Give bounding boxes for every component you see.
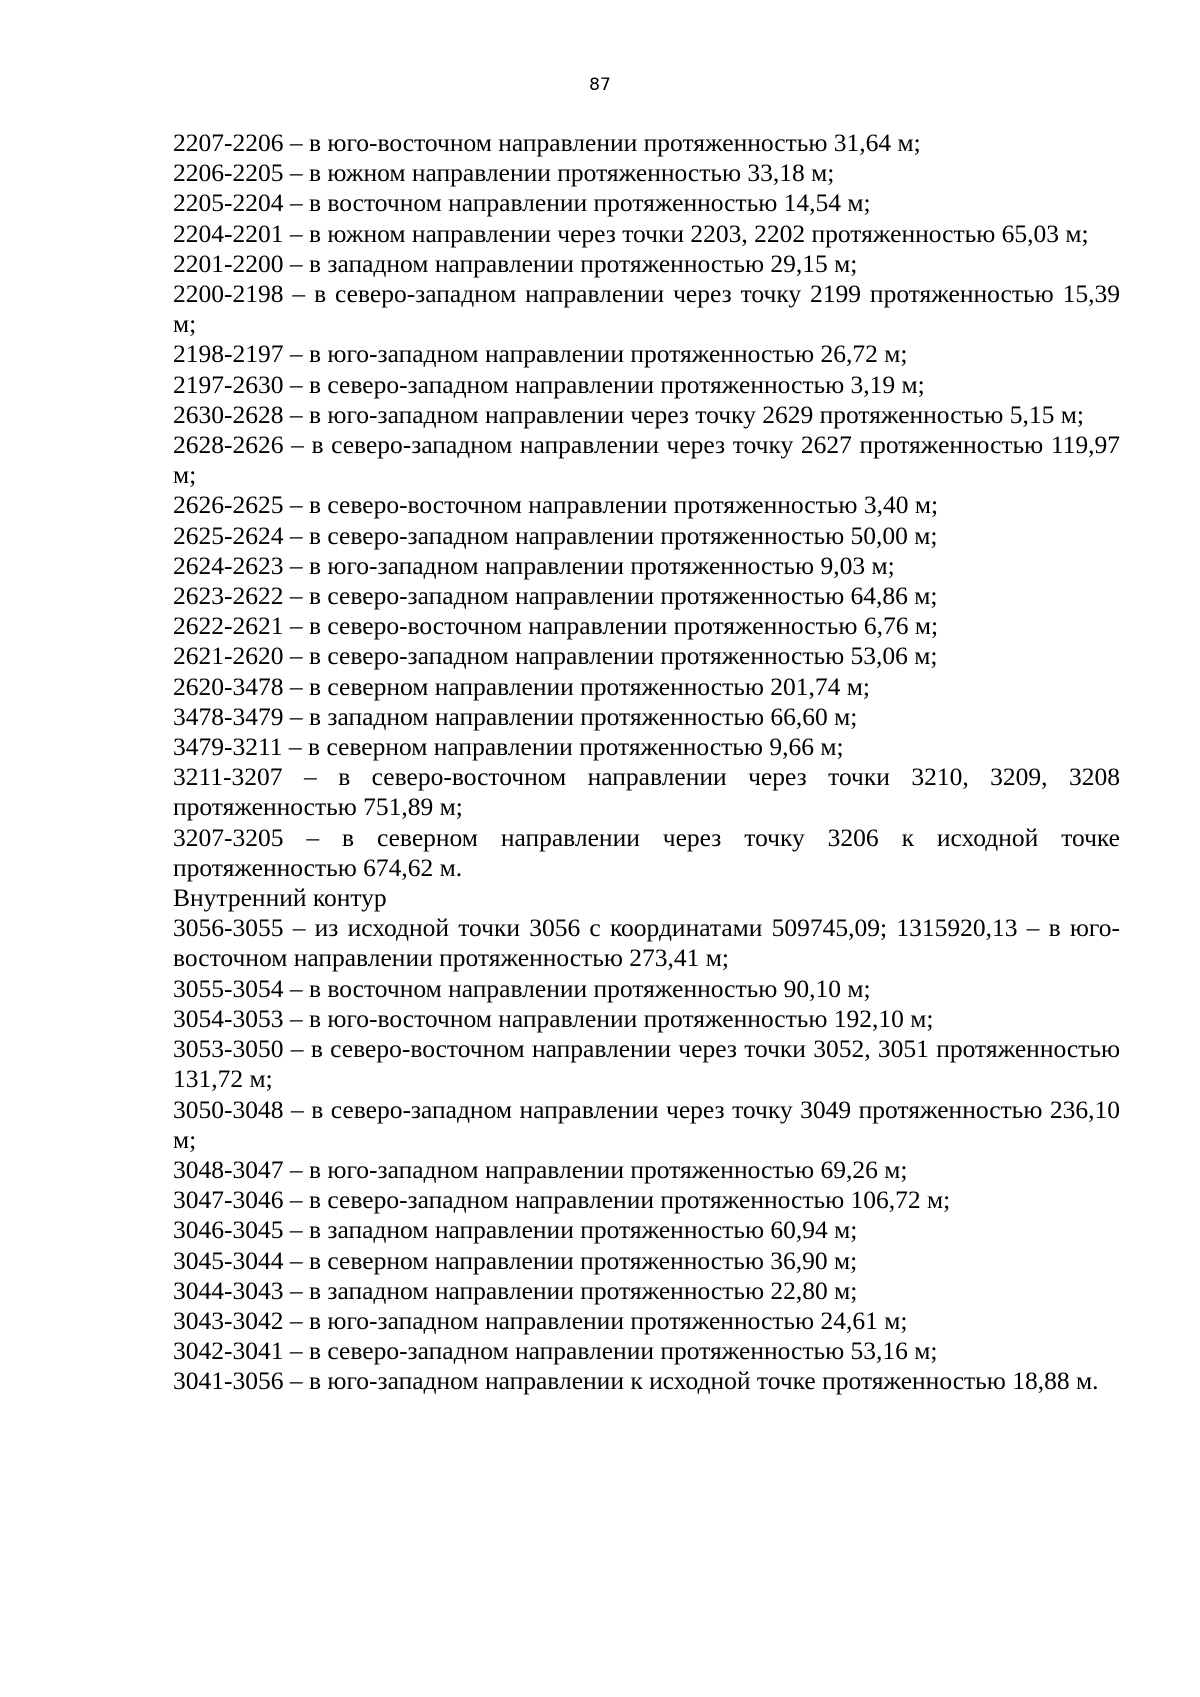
segment-line: 2197-2630 – в северо-западном направлении протяженностью 3,19 м; — [173, 369, 925, 399]
segment-line: 3055-3054 – в восточном направлении протяженностью 90,10 м; — [173, 973, 871, 1003]
segment-line: 2628-2626 – в северо-западном направлении через точку 2627 протяженностью 119,97 м; — [173, 430, 1120, 490]
segment-line: 2622-2621 – в северо-восточном направлении протяженностью 6,76 м; — [173, 611, 939, 641]
segment-line: 3042-3041 – в северо-западном направлении протяженностью 53,16 м; — [173, 1336, 938, 1366]
segment-line: 3053-3050 – в северо-восточном направлении через точки 3052, 3051 протяженностью 131,72 м; — [173, 1034, 1120, 1094]
segment-line: 3046-3045 – в западном направлении протяженностью 60,94 м; — [173, 1215, 858, 1245]
segment-line: 3479-3211 – в северном направлении протяженностью 9,66 м; — [173, 732, 844, 762]
segment-line: 2207-2206 – в юго-восточном направлении протяженностью 31,64 м; — [173, 128, 921, 157]
segment-line: 2620-3478 – в северном направлении протяженностью 201,74 м; — [173, 671, 871, 701]
document-body — [173, 128, 1120, 1397]
segment-line: 2198-2197 – в юго-западном направлении протяженностью 26,72 м; — [173, 339, 908, 369]
segment-line: 2623-2622 – в северо-западном направлении протяженностью 64,86 м; — [173, 581, 938, 611]
inner-contour-heading: Внутренний контур — [173, 883, 387, 913]
segment-line: 3211-3207 – в северо-восточном направлении через точки 3210, 3209, 3208 протяженностью 751,89 м; — [173, 762, 1120, 822]
segment-line: 2200-2198 – в северо-западном направлении через точку 2199 протяженностью 15,39 м; — [173, 279, 1120, 339]
segment-line: 2625-2624 – в северо-западном направлении протяженностью 50,00 м; — [173, 520, 938, 550]
segment-line: 3050-3048 – в северо-западном направлении через точку 3049 протяженностью 236,10 м; — [173, 1094, 1120, 1154]
segment-line: 2630-2628 – в юго-западном направлении через точку 2629 протяженностью 5,15 м; — [173, 399, 1084, 429]
segment-line: 2621-2620 – в северо-западном направлении протяженностью 53,06 м; — [173, 641, 938, 671]
segment-line: 3047-3046 – в северо-западном направлении протяженностью 106,72 м; — [173, 1185, 951, 1215]
page-number: 87 — [589, 75, 611, 95]
segment-line: 2201-2200 – в западном направлении протяженностью 29,15 м; — [173, 248, 858, 278]
segment-line: 3048-3047 – в юго-западном направлении протяженностью 69,26 м; — [173, 1154, 908, 1184]
segment-line: 2206-2205 – в южном направлении протяженностью 33,18 м; — [173, 158, 835, 188]
segment-line: 2624-2623 – в юго-западном направлении протяженностью 9,03 м; — [173, 550, 895, 580]
segment-line: 3056-3055 – из исходной точки 3056 с координатами 509745,09; 1315920,13 – в юго-восточном направлении протяженностью 273,41 м; — [173, 913, 1120, 973]
segment-line: 3207-3205 – в северном направлении через точку 3206 к исходной точке протяженностью 674,62 м. — [173, 822, 1120, 882]
segment-line: 2626-2625 – в северо-восточном направлении протяженностью 3,40 м; — [173, 490, 939, 520]
inner-contour-list — [173, 913, 1120, 1396]
segment-line: 3478-3479 – в западном направлении протяженностью 66,60 м; — [173, 701, 858, 731]
segment-line: 2204-2201 – в южном направлении через точки 2203, 2202 протяженностью 65,03 м; — [173, 218, 1089, 248]
segment-line: 3045-3044 – в северном направлении протяженностью 36,90 м; — [173, 1245, 858, 1275]
outer-contour-list — [173, 128, 1120, 883]
segment-line: 3044-3043 – в западном направлении протяженностью 22,80 м; — [173, 1275, 858, 1305]
segment-line: 3041-3056 – в юго-западном направлении к исходной точке протяженностью 18,88 м. — [173, 1366, 1099, 1396]
segment-line: 2205-2204 – в восточном направлении протяженностью 14,54 м; — [173, 188, 871, 218]
segment-line: 3043-3042 – в юго-западном направлении протяженностью 24,61 м; — [173, 1305, 908, 1335]
segment-line: 3054-3053 – в юго-восточном направлении протяженностью 192,10 м; — [173, 1003, 934, 1033]
